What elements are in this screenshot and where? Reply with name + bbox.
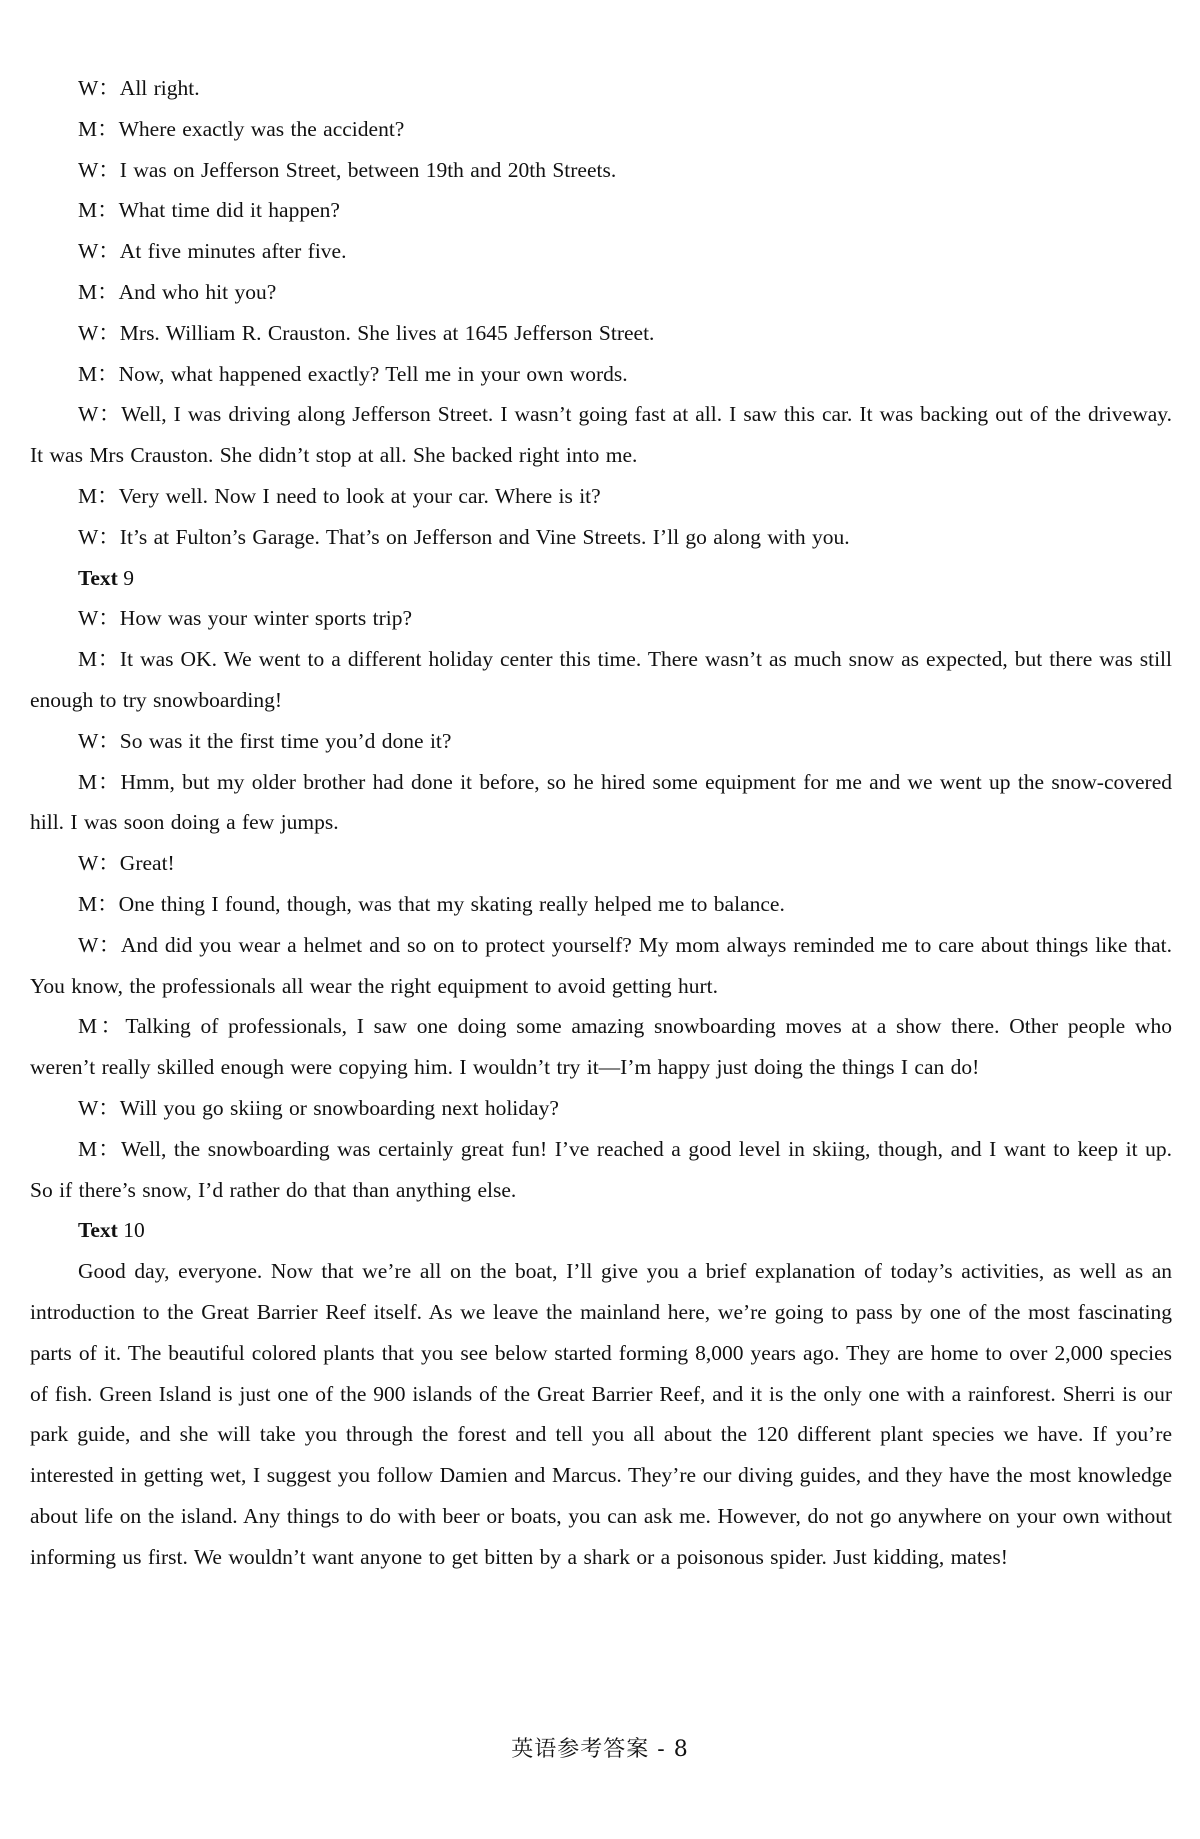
text9-heading [30,558,1172,599]
text10-number: 10 [123,1218,145,1243]
dialogue-line: W：How was your winter sports trip? [78,606,413,631]
text10-heading [30,1210,1172,1251]
dialogue-line: W：All right. [78,76,200,100]
document-body [30,68,1172,1577]
dialogue-line: W：At five minutes after five. [78,239,347,264]
page-footer: 英语参考答案 - 8 [511,1737,689,1762]
text10-label: Text [78,1218,118,1243]
dialogue-line: W：I was on Jefferson Street, between 19th and 20th Streets. [78,157,617,182]
dialogue-line: M：Hmm, but my older brother had done it before, so he hired some equipment for me and we went up the snow-covered hill. I was soon doing a few jumps. [30,769,1172,835]
dialogue-line: M：Where exactly was the accident? [78,116,405,141]
dialogue-line: M：Well, the snowboarding was certainly great fun! I’ve reached a good level in skiing, though, and I want to keep it up. So if there’s snow, I’d rather do that than anything else. [30,1136,1172,1202]
monologue-paragraph: Good day, everyone. Now that we’re all on the boat, I’ll give you a brief explanation of today’s activities, as well as an introduction to the Great Barrier Reef itself. As we leave the mainland here, we’re going to pass by one of the most fascinating parts of it. The beautiful colored plants that you see below started forming 8,000 years ago. They are home to over 2,000 species of fish. Green Island is just one of the 900 islands of the Great Barrier Reef, and it is the only one with a rainforest. Sherri is our park guide, and she will take you through the forest and tell you all about the 120 different plant species we have. If you’re interested in getting wet, I suggest you follow Damien and Marcus. They’re our diving guides, and they have the most knowledge about life on the island. Any things to do with beer or boats, you can ask me. However, do not go anywhere on your own without informing us first. We wouldn’t want anyone to get bitten by a shark or a poisonous spider. Just kidding, mates! [30,1259,1172,1569]
dialogue-line: W：And did you wear a helmet and so on to protect yourself? My mom always reminded me to care about things like that. You know, the professionals all wear the right equipment to avoid getting hurt. [30,932,1172,998]
dialogue-line: W：Well, I was driving along Jefferson Street. I wasn’t going fast at all. I saw this car. It was backing out of the driveway. It was Mrs Crauston. She didn’t stop at all. She backed right into me. [30,402,1172,468]
dialogue-line: W：Mrs. William R. Crauston. She lives at 1645 Jefferson Street. [78,320,655,345]
dialogue-line: W：Great! [78,851,175,876]
dialogue-line: M：One thing I found, though, was that my skating really helped me to balance. [78,891,785,916]
dialogue-line: W：So was it the first time you’d done it? [78,728,452,753]
dialogue-line: M：And who hit you? [78,279,277,304]
dialogue-line: M：Very well. Now I need to look at your car. Where is it? [78,483,601,508]
dialogue-line: W：Will you go skiing or snowboarding next holiday? [78,1095,559,1120]
dialogue-line: M：What time did it happen? [78,198,340,223]
text9-number: 9 [123,565,134,590]
text9-label: Text [78,565,118,590]
dialogue-line: M：It was OK. We went to a different holiday center this time. There wasn’t as much snow as expected, but there was still enough to try snowboarding! [30,647,1172,712]
dialogue-line: W：It’s at Fulton’s Garage. That’s on Jefferson and Vine Streets. I’ll go along with you. [78,524,850,549]
dialogue-line: M：Talking of professionals, I saw one doing some amazing snowboarding moves at a show there. Other people who weren’t really skilled enough were copying him. I wouldn’t try it—I’m happy just doing the things I can do! [30,1014,1172,1080]
dialogue-line: M：Now, what happened exactly? Tell me in your own words. [78,361,628,386]
